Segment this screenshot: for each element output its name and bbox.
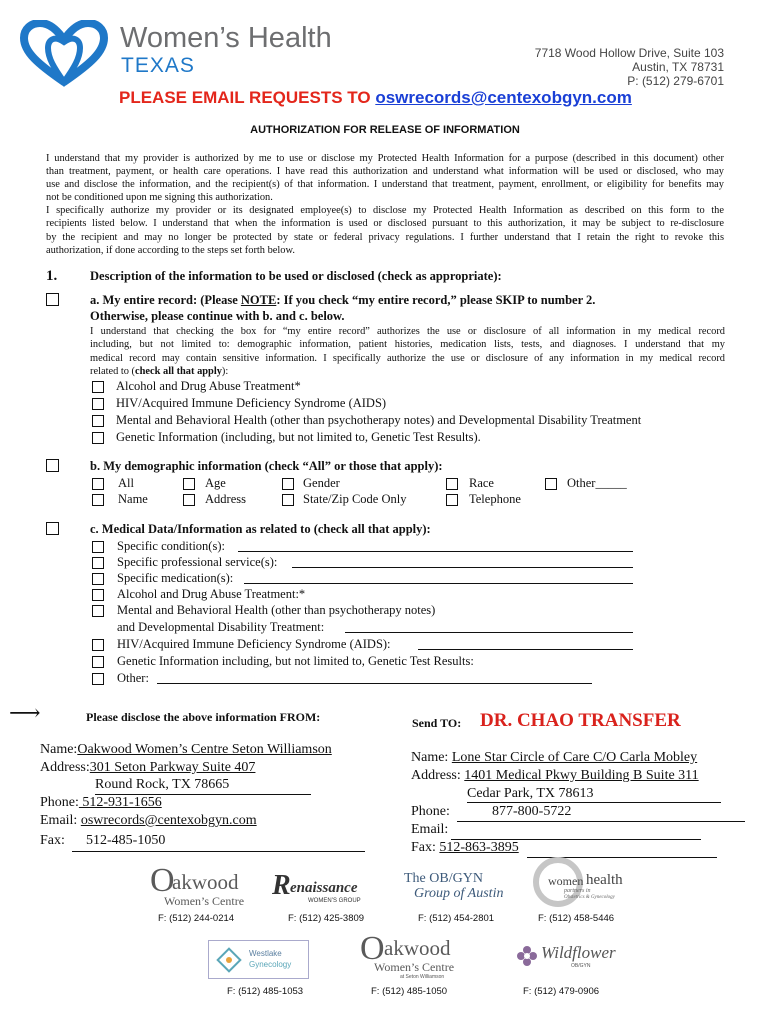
records-email-link[interactable]: oswrecords@centexobgyn.com bbox=[375, 88, 632, 107]
entire-record-label-text: a. My entire record: bbox=[90, 293, 201, 307]
demo-option-label: Telephone bbox=[469, 492, 521, 506]
c-alcohol-checkbox[interactable] bbox=[92, 589, 104, 601]
c-item-continuation: and Developmental Disability Treatment: bbox=[117, 620, 325, 634]
medical-data-checkbox[interactable] bbox=[46, 522, 59, 535]
from-address-label: Address: bbox=[40, 760, 90, 775]
email-request-prefix: PLEASE EMAIL REQUESTS TO bbox=[119, 88, 376, 107]
demo-option-label: All bbox=[118, 476, 134, 490]
intro-line: authorization, if done according to the steps set forth below. bbox=[46, 244, 295, 256]
intro-line: by the recipient and may no longer be protected by state or federal privacy regulations. I further understand that I retain the right to revoke this bbox=[46, 231, 724, 243]
intro-line: not be conditioned upon me signing this authorization. bbox=[46, 192, 273, 204]
demo-option-label: Race bbox=[469, 476, 494, 490]
demo-telephone-checkbox[interactable] bbox=[446, 494, 458, 506]
oakwood-womens-centre-logo bbox=[150, 862, 255, 908]
obgyn-group-austin-logo bbox=[404, 871, 514, 907]
oakwood2-fax: F: (512) 485-1050 bbox=[371, 986, 448, 997]
address-line-2: Austin, TX 78731 bbox=[632, 60, 724, 74]
from-block bbox=[40, 741, 332, 777]
demo-age-checkbox[interactable] bbox=[183, 478, 195, 490]
a-item-label: HIV/Acquired Immune Deficiency Syndrome (AIDS) bbox=[116, 396, 387, 410]
renaissance-logo-wordmark: enaissance bbox=[290, 880, 358, 896]
women-partners-sub: partners in bbox=[564, 888, 591, 894]
address-line-1: 7718 Wood Hollow Drive, Suite 103 bbox=[534, 46, 724, 60]
form-title: AUTHORIZATION FOR RELEASE OF INFORMATION bbox=[250, 124, 520, 136]
womens-health-heart-logo-icon bbox=[18, 20, 110, 88]
wildflower-logo-subtitle: OB/GYN bbox=[571, 963, 591, 969]
demo-option-label: Age bbox=[205, 476, 226, 490]
demo-option-label: Gender bbox=[303, 476, 340, 490]
westlake-diamond-icon bbox=[215, 946, 243, 974]
specific-condition-checkbox[interactable] bbox=[92, 541, 104, 553]
from-name-value[interactable]: Oakwood Women’s Centre Seton Williamson bbox=[77, 742, 332, 757]
to-name-label: Name: bbox=[411, 750, 449, 765]
c-hiv-checkbox[interactable] bbox=[92, 639, 104, 651]
from-fax-underline bbox=[72, 835, 365, 852]
developmental-disability-field[interactable] bbox=[345, 617, 633, 633]
email-request-banner bbox=[119, 88, 632, 108]
para-last-bold: check all that apply bbox=[135, 365, 222, 377]
demo-name-checkbox[interactable] bbox=[92, 494, 104, 506]
westlake-gynecology-logo bbox=[208, 940, 309, 979]
demo-option-label: State/Zip Code Only bbox=[303, 492, 407, 506]
alcohol-drug-checkbox[interactable] bbox=[92, 381, 104, 393]
westlake-logo-line2: Gynecology bbox=[249, 960, 292, 969]
a-item-label: Alcohol and Drug Abuse Treatment* bbox=[116, 379, 301, 393]
women-partners-in-health-logo bbox=[530, 856, 622, 908]
from-phone-value[interactable]: 512-931-1656 bbox=[78, 795, 162, 810]
c-item-label: Specific condition(s): bbox=[117, 539, 225, 553]
demo-address-checkbox[interactable] bbox=[183, 494, 195, 506]
from-city-underline bbox=[95, 778, 311, 795]
specific-service-checkbox[interactable] bbox=[92, 557, 104, 569]
entire-record-para-line-last bbox=[90, 365, 725, 378]
women-partners-fax: F: (512) 458-5446 bbox=[538, 913, 615, 924]
to-email-label: Email: bbox=[411, 822, 449, 837]
demo-state-zip-checkbox[interactable] bbox=[282, 494, 294, 506]
c-other-checkbox[interactable] bbox=[92, 673, 104, 685]
c-mental-health-checkbox[interactable] bbox=[92, 605, 104, 617]
to-phone-label: Phone: bbox=[411, 804, 450, 819]
to-address-value[interactable]: 1401 Medical Pkwy Building B Suite 311 bbox=[464, 768, 699, 783]
from-name-row bbox=[40, 741, 332, 759]
entire-record-otherwise: Otherwise, please continue with b. and c. below. bbox=[90, 309, 345, 323]
oakwood-fax: F: (512) 244-0214 bbox=[158, 913, 235, 924]
c-item-label: Mental and Behavioral Health (other than psychotherapy notes) bbox=[117, 603, 436, 617]
oakwood-logo-subtitle: Women’s Centre bbox=[164, 894, 245, 908]
demographic-label: b. My demographic information (check “All” or those that apply): bbox=[90, 459, 443, 473]
intro-line: than treatment, payment, or health care operations. I have read this authorization and understand what information will be used or disclosed, who may bbox=[46, 166, 724, 178]
a-item-label: Mental and Behavioral Health (other than psychotherapy notes) and Developmental Disability Treatment bbox=[116, 413, 642, 427]
oakwood-logo-initial: O bbox=[150, 862, 175, 899]
from-name-label: Name: bbox=[40, 742, 78, 757]
c-item-label: Other: bbox=[117, 671, 149, 685]
from-address-row bbox=[40, 759, 332, 777]
women-partners-health: health bbox=[586, 872, 623, 888]
c-genetic-checkbox[interactable] bbox=[92, 656, 104, 668]
entire-record-paragraph bbox=[90, 325, 725, 378]
obgyn-logo-line2: Group of Austin bbox=[414, 886, 504, 901]
wildflower-fax: F: (512) 479-0906 bbox=[523, 986, 600, 997]
demo-other-checkbox[interactable] bbox=[545, 478, 557, 490]
from-email-label: Email: bbox=[40, 813, 78, 828]
intro-paragraph bbox=[46, 152, 724, 257]
entire-record-para-line: including, but not limited to: demographic information, patient histories, medication lists, tests, and diagnoses. I understand that my bbox=[90, 339, 725, 351]
section-heading: Description of the information to be used or disclosed (check as appropriate): bbox=[90, 269, 502, 283]
women-partners-word: women bbox=[548, 874, 584, 888]
demo-option-label: Other_____ bbox=[567, 476, 627, 490]
send-to-value: DR. CHAO TRANSFER bbox=[480, 710, 681, 731]
from-email-value[interactable]: oswrecords@centexobgyn.com bbox=[80, 813, 257, 828]
demo-option-label: Address bbox=[205, 492, 246, 506]
to-name-row bbox=[411, 750, 697, 766]
a-item-label: Genetic Information (including, but not limited to, Genetic Test Results). bbox=[116, 430, 481, 444]
demo-race-checkbox[interactable] bbox=[446, 478, 458, 490]
to-address-row bbox=[411, 768, 699, 784]
demo-all-checkbox[interactable] bbox=[92, 478, 104, 490]
oakwood2-logo-initial: O bbox=[360, 930, 385, 967]
note-word: NOTE bbox=[240, 293, 277, 307]
obgyn-group-fax: F: (512) 454-2801 bbox=[418, 913, 495, 924]
medical-data-label: c. Medical Data/Information as related to (check all that apply): bbox=[90, 522, 431, 536]
entire-record-para-line: medical record may contain sensitive information. I specifically authorize the use or disclosure of any information in my medical record bbox=[90, 352, 725, 364]
hiv-aids-field[interactable] bbox=[418, 634, 633, 650]
entire-record-checkbox[interactable] bbox=[46, 293, 59, 306]
from-city-value[interactable]: Round Rock, TX 78665 bbox=[95, 777, 230, 792]
specific-medication-field[interactable] bbox=[244, 568, 633, 584]
oakwood2-logo-subtitle: Women’s Centre bbox=[374, 960, 455, 974]
to-fax-label: Fax: bbox=[411, 840, 436, 855]
c-item-label: Specific professional service(s): bbox=[117, 555, 278, 569]
brand-name: Women’s Health bbox=[120, 22, 332, 54]
from-fax-label: Fax: bbox=[40, 833, 65, 848]
genetic-info-checkbox[interactable] bbox=[92, 432, 104, 444]
from-address-value[interactable]: 301 Seton Parkway Suite 407 bbox=[89, 760, 256, 775]
demographic-checkbox[interactable] bbox=[46, 459, 59, 472]
to-fax-row bbox=[411, 840, 519, 856]
other-field[interactable] bbox=[157, 668, 592, 684]
women-partners-sub2: Obstetrics & Gynecology bbox=[564, 895, 615, 900]
entire-record-para-line: I understand that checking the box for “my entire record” authorizes the use or disclosure of all information in my medical record bbox=[90, 326, 725, 337]
disclose-from-label: Please disclose the above information FROM: bbox=[86, 710, 321, 724]
oakwood2-logo-subtitle2: at Seton Williamson bbox=[400, 974, 445, 980]
c-item-label: Specific medication(s): bbox=[117, 571, 234, 585]
intro-line: I specifically authorize my provider or its designated employee(s) to disclose my Protected Health Information as described on this form to the bbox=[46, 205, 724, 217]
send-to-label: Send TO: bbox=[412, 716, 462, 730]
hiv-aids-checkbox[interactable] bbox=[92, 398, 104, 410]
c-item-label: Alcohol and Drug Abuse Treatment:* bbox=[117, 587, 306, 601]
to-fax-value[interactable]: 512-863-3895 bbox=[439, 840, 519, 855]
specific-condition-field[interactable] bbox=[238, 536, 633, 552]
to-phone-value[interactable]: 877-800-5722 bbox=[492, 804, 572, 819]
to-address-label: Address: bbox=[411, 768, 461, 783]
oakwood-seton-williamson-logo bbox=[360, 930, 465, 980]
oakwood-logo-wordmark: akwood bbox=[172, 870, 239, 894]
demo-option-label: Name bbox=[118, 492, 148, 506]
westlake-logo-line1: Westlake bbox=[249, 949, 282, 958]
wildflower-obgyn-logo bbox=[515, 940, 615, 974]
from-email-row bbox=[40, 813, 257, 829]
westlake-fax: F: (512) 485-1053 bbox=[227, 986, 304, 997]
intro-line: I understand that my provider is authorized by me to use or disclose my Protected Health Information for a purpose (described in this document) other bbox=[46, 153, 724, 164]
to-phone-underline bbox=[457, 805, 745, 822]
from-fax-value[interactable]: 512-485-1050 bbox=[86, 833, 166, 848]
renaissance-logo-subtitle: WOMEN’S GROUP bbox=[308, 898, 361, 904]
intro-line: recipients listed below. I understand that when the information is used or disclosed pursuant to this authorization, it may be subject to re-disclosure bbox=[46, 218, 724, 230]
demo-gender-checkbox[interactable] bbox=[282, 478, 294, 490]
specific-medication-checkbox[interactable] bbox=[92, 573, 104, 585]
to-name-value[interactable]: Lone Star Circle of Care C/O Carla Mobley bbox=[451, 750, 698, 765]
c-item-label: HIV/Acquired Immune Deficiency Syndrome (AIDS): bbox=[117, 637, 391, 651]
note-rest: : If you check “my entire record,” please SKIP to number 2. bbox=[276, 293, 596, 307]
arrow-icon: ⟶ bbox=[9, 700, 41, 725]
obgyn-logo-line1: The OB/GYN bbox=[404, 871, 483, 886]
para-last-prefix: related to ( bbox=[90, 365, 136, 377]
renaissance-fax: F: (512) 425-3809 bbox=[288, 913, 365, 924]
specific-service-field[interactable] bbox=[292, 552, 633, 568]
intro-line: use and disclose the information, and the recipient(s) of that information. I understand that treatment, payment, enrollment, or eligibility for benefits may bbox=[46, 179, 724, 191]
note-open: (Please bbox=[200, 293, 241, 307]
entire-record-label bbox=[90, 293, 595, 308]
to-email-field[interactable] bbox=[451, 823, 701, 840]
c-item-label: Genetic Information including, but not limited to, Genetic Test Results: bbox=[117, 654, 474, 668]
renaissance-logo-initial: R bbox=[272, 870, 291, 901]
section-number: 1. bbox=[46, 268, 58, 284]
oakwood2-logo-wordmark: akwood bbox=[384, 936, 451, 960]
from-phone-label: Phone: bbox=[40, 795, 79, 810]
brand-state: TEXAS bbox=[121, 54, 195, 77]
clinic-phone: P: (512) 279-6701 bbox=[627, 74, 724, 88]
to-city-underline bbox=[467, 786, 721, 803]
from-phone-row bbox=[40, 795, 162, 811]
para-last-suffix: ): bbox=[221, 365, 229, 377]
renaissance-logo bbox=[272, 872, 372, 908]
wildflower-logo-wordmark: Wildflower bbox=[541, 943, 616, 962]
clinic-address bbox=[535, 46, 724, 88]
mental-health-checkbox[interactable] bbox=[92, 415, 104, 427]
wildflower-flower-icon bbox=[515, 944, 539, 968]
to-city-value[interactable]: Cedar Park, TX 78613 bbox=[467, 786, 594, 801]
